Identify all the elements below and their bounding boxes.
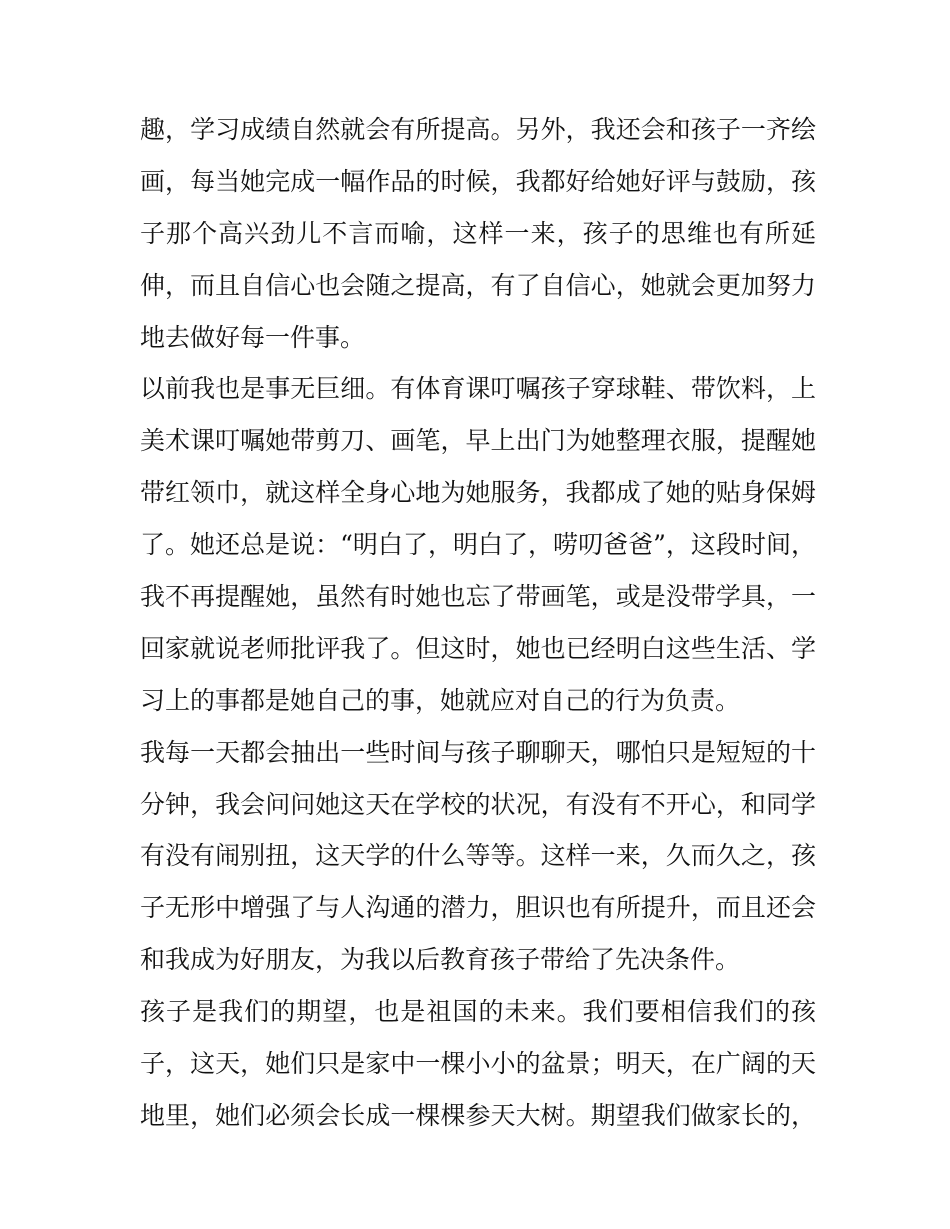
- text-line: 我每一天都会抽出一些时间与孩子聊聊天，哪怕只是短短的十: [140, 737, 816, 767]
- text-line: 地去做好每一件事。: [140, 322, 366, 352]
- paragraph: [140, 363, 816, 726]
- text-line: 子那个高兴劲儿不言而喻，这样一来，孩子的思维也有所延: [140, 218, 816, 248]
- text-line: 以前我也是事无巨细。有体育课叮嘱孩子穿球鞋、带饮料，上: [140, 374, 816, 404]
- text-line: 回家就说老师批评我了。但这时，她也已经明白这些生活、学: [140, 633, 816, 663]
- text-line: 画，每当她完成一幅作品的时候，我都好给她好评与鼓励，孩: [140, 166, 816, 196]
- text-line: 地里，她们必须会长成一棵棵参天大树。期望我们做家长的，: [140, 1100, 816, 1130]
- text-line: 孩子是我们的期望，也是祖国的未来。我们要相信我们的孩: [140, 997, 816, 1027]
- text-line: 我不再提醒她，虽然有时她也忘了带画笔，或是没带学具，一: [140, 582, 816, 612]
- text-line: 伸，而且自信心也会随之提高，有了自信心，她就会更加努力: [140, 270, 816, 300]
- paragraph: [140, 104, 816, 363]
- text-line: 美术课叮嘱她带剪刀、画笔，早上出门为她整理衣服，提醒她: [140, 426, 816, 456]
- text-line: 有没有闹别扭，这天学的什么等等。这样一来，久而久之，孩: [140, 841, 816, 871]
- text-line: 带红领巾，就这样全身心地为她服务，我都成了她的贴身保姆: [140, 478, 816, 508]
- text-line: 习上的事都是她自己的事，她就应对自己的行为负责。: [140, 685, 741, 715]
- paragraph: [140, 727, 816, 986]
- text-line: 趣，学习成绩自然就会有所提高。另外，我还会和孩子一齐绘: [140, 115, 816, 144]
- text-line: 和我成为好朋友，为我以后教育孩子带给了先决条件。: [140, 945, 741, 975]
- text-line: 了。她还总是说：“明白了，明白了，唠叨爸爸”，这段时间，: [140, 530, 816, 560]
- text-line: 子，这天，她们只是家中一棵小小的盆景；明天，在广阔的天: [140, 1049, 816, 1079]
- text-line: 子无形中增强了与人沟通的潜力，胆识也有所提升，而且还会: [140, 893, 816, 923]
- text-line: 分钟，我会问问她这天在学校的状况，有没有不开心，和同学: [140, 789, 816, 819]
- document-body: [140, 104, 816, 1142]
- paragraph: [140, 986, 816, 1142]
